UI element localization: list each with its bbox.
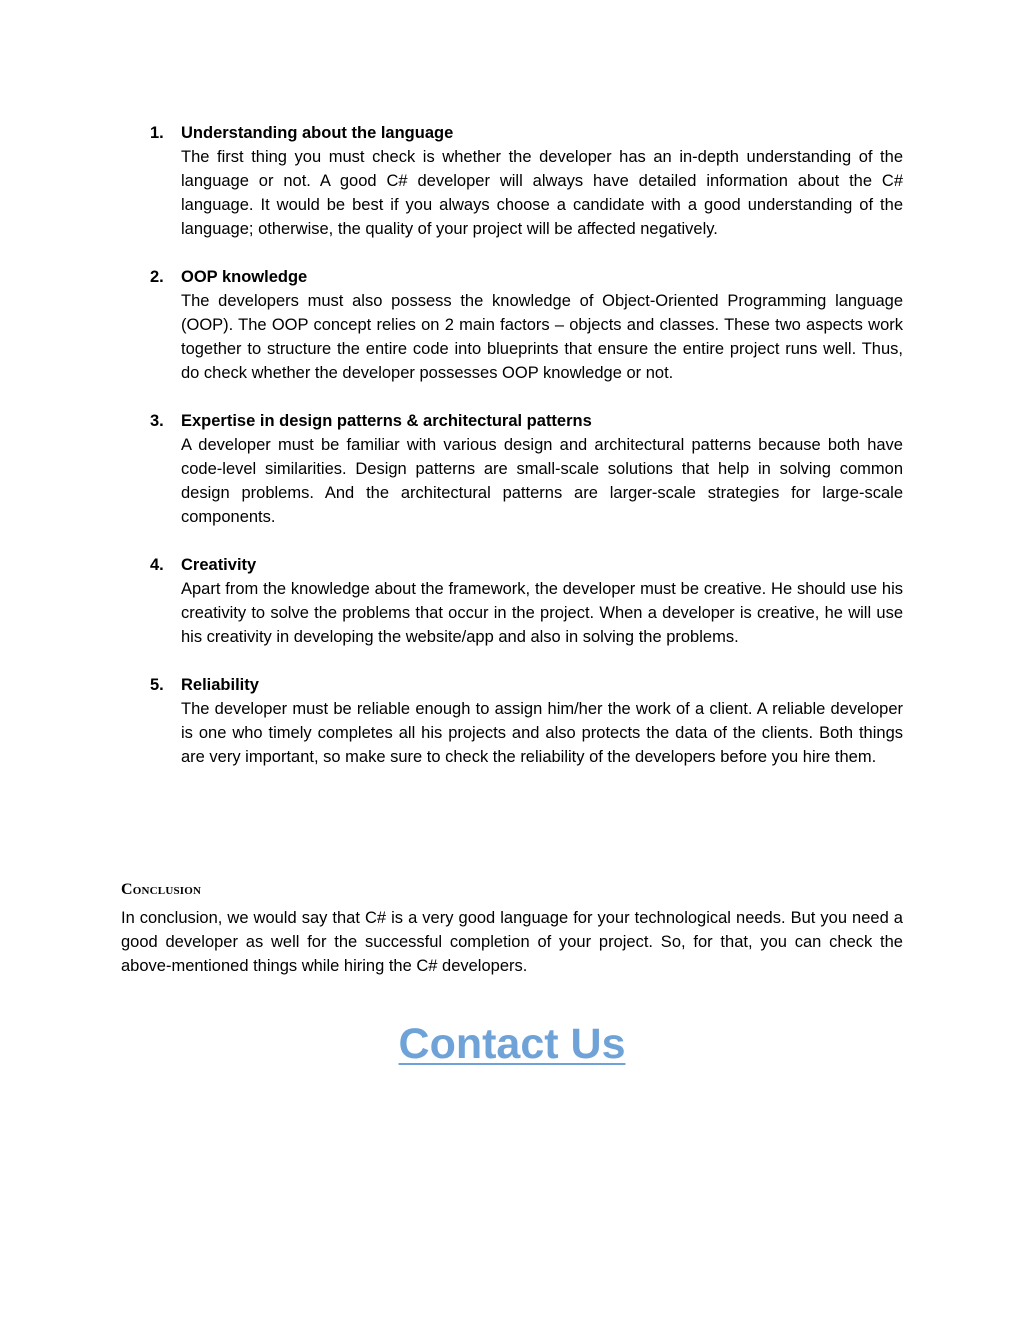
conclusion-text: In conclusion, we would say that C# is a very good language for your technological needs. But you need a good developer as well for the successful completion of your project. So, for that, you can check the above-mentioned things while hiring the C# developers. <box>121 909 903 975</box>
list-item-text: The developers must also possess the knowledge of Object-Oriented Programming language (OOP). The OOP concept relies on 2 main factors – objects and classes. These two aspects work together to structure the entire code into blueprints that ensure the entire project runs well. Thus, do check whether the developer possesses OOP knowledge or not. <box>181 292 903 382</box>
contact-us-link[interactable]: Contact Us <box>398 1020 626 1068</box>
list-item-design-patterns <box>121 409 903 529</box>
list-item-title: Understanding about the language <box>181 124 454 142</box>
list-item-text: Apart from the knowledge about the framework, the developer must be creative. He should use his creativity to solve the problems that occur in the project. When a developer is creative, he will use his creativity in developing the website/app and also in solving the problems. <box>181 580 903 646</box>
list-item-number: 2. <box>150 268 164 286</box>
list-item-title: Expertise in design patterns & architectural patterns <box>181 412 592 430</box>
conclusion-section <box>121 878 903 978</box>
list-item-text: The developer must be reliable enough to assign him/her the work of a client. A reliable developer is one who timely completes all his projects and also protects the data of the clients. Both things are very important, so make sure to check the reliability of the developers before you hire them. <box>181 700 903 766</box>
contact-section <box>0 1020 1024 1069</box>
conclusion-heading: Conclusion <box>121 881 202 898</box>
list-item-number: 1. <box>150 124 164 142</box>
list-item-number: 4. <box>150 556 164 574</box>
list-item-oop-knowledge <box>121 265 903 385</box>
list-item-title: Reliability <box>181 676 259 694</box>
list-item-title: Creativity <box>181 556 257 574</box>
list-item-title: OOP knowledge <box>181 268 308 286</box>
hiring-criteria-list <box>121 121 903 793</box>
list-item-creativity <box>121 553 903 649</box>
list-item-understanding-language <box>121 121 903 241</box>
list-item-text: A developer must be familiar with various design and architectural patterns because both have code-level similarities. Design patterns are small-scale solutions that help in solving common design problems. And the architectural patterns are larger-scale strategies for large-scale components. <box>181 436 903 526</box>
list-item-number: 3. <box>150 412 164 430</box>
list-item-text: The first thing you must check is whether the developer has an in-depth understanding of the language or not. A good C# developer will always have detailed information about the C# language. It would be best if you always choose a candidate with a good understanding of the language; otherwise, the quality of your project will be affected negatively. <box>181 148 903 238</box>
list-item-reliability <box>121 673 903 769</box>
list-item-number: 5. <box>150 676 164 694</box>
